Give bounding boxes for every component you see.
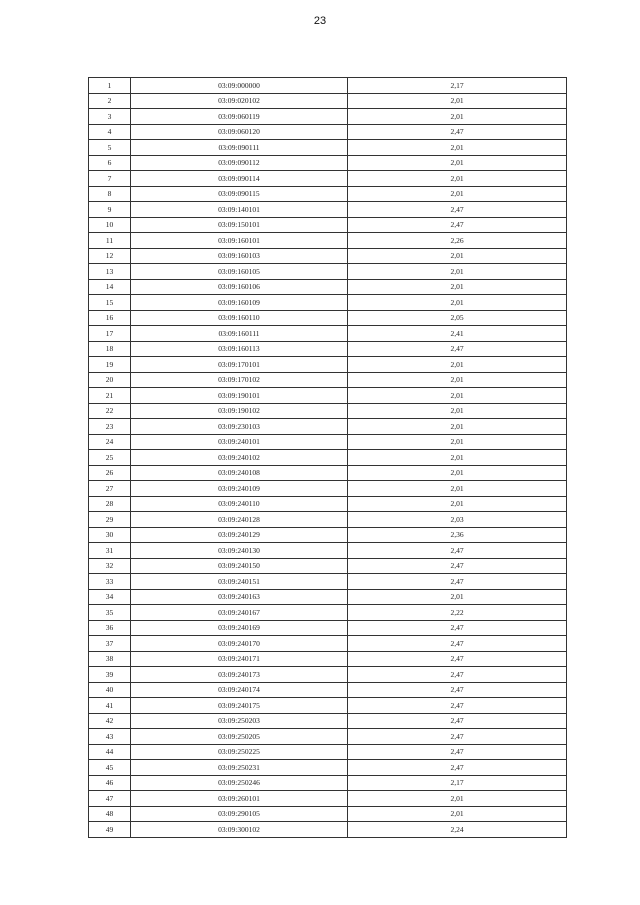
table-row (89, 713, 567, 729)
table-row (89, 388, 567, 404)
value-cell: 2,01 (348, 357, 567, 373)
value-cell: 2,17 (348, 78, 567, 94)
table-row (89, 279, 567, 295)
table-row (89, 589, 567, 605)
cadastral-code-cell: 03:09:160103 (131, 248, 348, 264)
table-row (89, 744, 567, 760)
table-row (89, 775, 567, 791)
cadastral-code-cell: 03:09:240150 (131, 558, 348, 574)
value-cell: 2,36 (348, 527, 567, 543)
value-cell: 2,01 (348, 481, 567, 497)
value-cell: 2,01 (348, 403, 567, 419)
table-row (89, 465, 567, 481)
value-cell: 2,47 (348, 698, 567, 714)
row-number-cell: 32 (89, 558, 131, 574)
cadastral-code-cell: 03:09:160106 (131, 279, 348, 295)
row-number-cell: 17 (89, 326, 131, 342)
cadastral-code-cell: 03:09:060119 (131, 109, 348, 125)
cadastral-code-cell: 03:09:250203 (131, 713, 348, 729)
row-number-cell: 10 (89, 217, 131, 233)
value-cell: 2,01 (348, 434, 567, 450)
value-cell: 2,47 (348, 760, 567, 776)
row-number-cell: 44 (89, 744, 131, 760)
row-number-cell: 42 (89, 713, 131, 729)
cadastral-code-cell: 03:09:240108 (131, 465, 348, 481)
value-cell: 2,47 (348, 744, 567, 760)
table-row (89, 791, 567, 807)
row-number-cell: 24 (89, 434, 131, 450)
value-cell: 2,47 (348, 202, 567, 218)
table-row (89, 651, 567, 667)
table-row (89, 620, 567, 636)
row-number-cell: 35 (89, 605, 131, 621)
cadastral-code-cell: 03:09:160113 (131, 341, 348, 357)
value-cell: 2,01 (348, 155, 567, 171)
row-number-cell: 12 (89, 248, 131, 264)
value-cell: 2,01 (348, 419, 567, 435)
row-number-cell: 22 (89, 403, 131, 419)
cadastral-code-cell: 03:09:090112 (131, 155, 348, 171)
table-row (89, 496, 567, 512)
cadastral-code-cell: 03:09:160110 (131, 310, 348, 326)
row-number-cell: 4 (89, 124, 131, 140)
cadastral-code-cell: 03:09:240151 (131, 574, 348, 590)
value-cell: 2,05 (348, 310, 567, 326)
table-row (89, 124, 567, 140)
table-row (89, 171, 567, 187)
table-row (89, 558, 567, 574)
value-cell: 2,01 (348, 450, 567, 466)
value-cell: 2,01 (348, 171, 567, 187)
cadastral-code-cell: 03:09:170102 (131, 372, 348, 388)
cadastral-code-cell: 03:09:060120 (131, 124, 348, 140)
row-number-cell: 18 (89, 341, 131, 357)
cadastral-code-cell: 03:09:240170 (131, 636, 348, 652)
table-body (89, 78, 567, 838)
cadastral-code-cell: 03:09:250231 (131, 760, 348, 776)
cadastral-code-cell: 03:09:150101 (131, 217, 348, 233)
cadastral-code-cell: 03:09:240129 (131, 527, 348, 543)
table-row (89, 806, 567, 822)
row-number-cell: 9 (89, 202, 131, 218)
row-number-cell: 39 (89, 667, 131, 683)
table-row (89, 527, 567, 543)
value-cell: 2,01 (348, 140, 567, 156)
table-row (89, 636, 567, 652)
row-number-cell: 28 (89, 496, 131, 512)
value-cell: 2,47 (348, 667, 567, 683)
cadastral-code-cell: 03:09:240167 (131, 605, 348, 621)
row-number-cell: 19 (89, 357, 131, 373)
cadastral-code-cell: 03:09:250205 (131, 729, 348, 745)
row-number-cell: 26 (89, 465, 131, 481)
row-number-cell: 25 (89, 450, 131, 466)
value-cell: 2,47 (348, 729, 567, 745)
value-cell: 2,47 (348, 636, 567, 652)
cadastral-code-cell: 03:09:290105 (131, 806, 348, 822)
cadastral-code-cell: 03:09:250246 (131, 775, 348, 791)
cadastral-code-cell: 03:09:250225 (131, 744, 348, 760)
row-number-cell: 31 (89, 543, 131, 559)
cadastral-code-cell: 03:09:240175 (131, 698, 348, 714)
cadastral-code-cell: 03:09:240163 (131, 589, 348, 605)
value-cell: 2,01 (348, 589, 567, 605)
row-number-cell: 37 (89, 636, 131, 652)
row-number-cell: 16 (89, 310, 131, 326)
table-row (89, 667, 567, 683)
row-number-cell: 43 (89, 729, 131, 745)
cadastral-code-cell: 03:09:090111 (131, 140, 348, 156)
cadastral-code-cell: 03:09:000000 (131, 78, 348, 94)
cadastral-code-cell: 03:09:160109 (131, 295, 348, 311)
value-cell: 2,41 (348, 326, 567, 342)
row-number-cell: 33 (89, 574, 131, 590)
cadastral-code-cell: 03:09:230103 (131, 419, 348, 435)
table-row (89, 109, 567, 125)
row-number-cell: 23 (89, 419, 131, 435)
value-cell: 2,01 (348, 186, 567, 202)
table-row (89, 155, 567, 171)
row-number-cell: 45 (89, 760, 131, 776)
cadastral-code-cell: 03:09:300102 (131, 822, 348, 838)
table-row (89, 357, 567, 373)
row-number-cell: 8 (89, 186, 131, 202)
table-row (89, 434, 567, 450)
value-cell: 2,01 (348, 465, 567, 481)
table-row (89, 93, 567, 109)
row-number-cell: 48 (89, 806, 131, 822)
row-number-cell: 11 (89, 233, 131, 249)
table-row (89, 78, 567, 94)
cadastral-code-cell: 03:09:240169 (131, 620, 348, 636)
cadastral-code-cell: 03:09:240173 (131, 667, 348, 683)
row-number-cell: 46 (89, 775, 131, 791)
table-row (89, 682, 567, 698)
cadastral-code-cell: 03:09:170101 (131, 357, 348, 373)
cadastral-code-cell: 03:09:240174 (131, 682, 348, 698)
value-cell: 2,47 (348, 124, 567, 140)
value-cell: 2,01 (348, 295, 567, 311)
cadastral-code-cell: 03:09:260101 (131, 791, 348, 807)
cadastral-code-cell: 03:09:240101 (131, 434, 348, 450)
value-cell: 2,24 (348, 822, 567, 838)
value-cell: 2,47 (348, 217, 567, 233)
cadastral-code-cell: 03:09:090115 (131, 186, 348, 202)
row-number-cell: 21 (89, 388, 131, 404)
value-cell: 2,01 (348, 388, 567, 404)
row-number-cell: 40 (89, 682, 131, 698)
table-row (89, 341, 567, 357)
row-number-cell: 7 (89, 171, 131, 187)
value-cell: 2,01 (348, 279, 567, 295)
table-row (89, 403, 567, 419)
table-row (89, 698, 567, 714)
cadastral-code-cell: 03:09:240102 (131, 450, 348, 466)
cadastral-code-cell: 03:09:160105 (131, 264, 348, 280)
value-cell: 2,01 (348, 806, 567, 822)
value-cell: 2,01 (348, 791, 567, 807)
table-row (89, 202, 567, 218)
value-cell: 2,47 (348, 713, 567, 729)
page-number: 23 (313, 15, 327, 27)
table-row (89, 326, 567, 342)
table-row (89, 481, 567, 497)
cadastral-code-cell: 03:09:160101 (131, 233, 348, 249)
cadastral-code-cell: 03:09:240130 (131, 543, 348, 559)
table-row (89, 450, 567, 466)
value-cell: 2,17 (348, 775, 567, 791)
table-row (89, 248, 567, 264)
cadastral-code-cell: 03:09:240128 (131, 512, 348, 528)
table-row (89, 264, 567, 280)
row-number-cell: 49 (89, 822, 131, 838)
value-cell: 2,47 (348, 682, 567, 698)
table-row (89, 729, 567, 745)
row-number-cell: 34 (89, 589, 131, 605)
table-row (89, 233, 567, 249)
row-number-cell: 2 (89, 93, 131, 109)
table-row (89, 372, 567, 388)
value-cell: 2,01 (348, 264, 567, 280)
value-cell: 2,03 (348, 512, 567, 528)
table-row (89, 186, 567, 202)
cadastral-code-cell: 03:09:190102 (131, 403, 348, 419)
row-number-cell: 5 (89, 140, 131, 156)
value-cell: 2,26 (348, 233, 567, 249)
value-cell: 2,47 (348, 543, 567, 559)
value-cell: 2,01 (348, 372, 567, 388)
value-cell: 2,01 (348, 93, 567, 109)
row-number-cell: 1 (89, 78, 131, 94)
row-number-cell: 41 (89, 698, 131, 714)
table-row (89, 419, 567, 435)
table-row (89, 217, 567, 233)
table-row (89, 512, 567, 528)
table-row (89, 543, 567, 559)
cadastral-code-cell: 03:09:020102 (131, 93, 348, 109)
data-table (88, 77, 567, 838)
row-number-cell: 20 (89, 372, 131, 388)
row-number-cell: 47 (89, 791, 131, 807)
value-cell: 2,01 (348, 496, 567, 512)
value-cell: 2,47 (348, 574, 567, 590)
table-row (89, 574, 567, 590)
cadastral-code-cell: 03:09:140101 (131, 202, 348, 218)
row-number-cell: 15 (89, 295, 131, 311)
value-cell: 2,22 (348, 605, 567, 621)
value-cell: 2,47 (348, 558, 567, 574)
table-row (89, 295, 567, 311)
value-cell: 2,47 (348, 620, 567, 636)
row-number-cell: 36 (89, 620, 131, 636)
row-number-cell: 27 (89, 481, 131, 497)
table-row (89, 310, 567, 326)
cadastral-code-cell: 03:09:090114 (131, 171, 348, 187)
row-number-cell: 13 (89, 264, 131, 280)
cadastral-code-cell: 03:09:160111 (131, 326, 348, 342)
value-cell: 2,47 (348, 651, 567, 667)
cadastral-code-cell: 03:09:240110 (131, 496, 348, 512)
table-row (89, 605, 567, 621)
table-row (89, 822, 567, 838)
value-cell: 2,01 (348, 109, 567, 125)
cadastral-code-cell: 03:09:190101 (131, 388, 348, 404)
cadastral-code-cell: 03:09:240171 (131, 651, 348, 667)
row-number-cell: 38 (89, 651, 131, 667)
row-number-cell: 29 (89, 512, 131, 528)
value-cell: 2,47 (348, 341, 567, 357)
value-cell: 2,01 (348, 248, 567, 264)
row-number-cell: 3 (89, 109, 131, 125)
table-row (89, 140, 567, 156)
row-number-cell: 30 (89, 527, 131, 543)
cadastral-code-cell: 03:09:240109 (131, 481, 348, 497)
table-row (89, 760, 567, 776)
row-number-cell: 6 (89, 155, 131, 171)
row-number-cell: 14 (89, 279, 131, 295)
